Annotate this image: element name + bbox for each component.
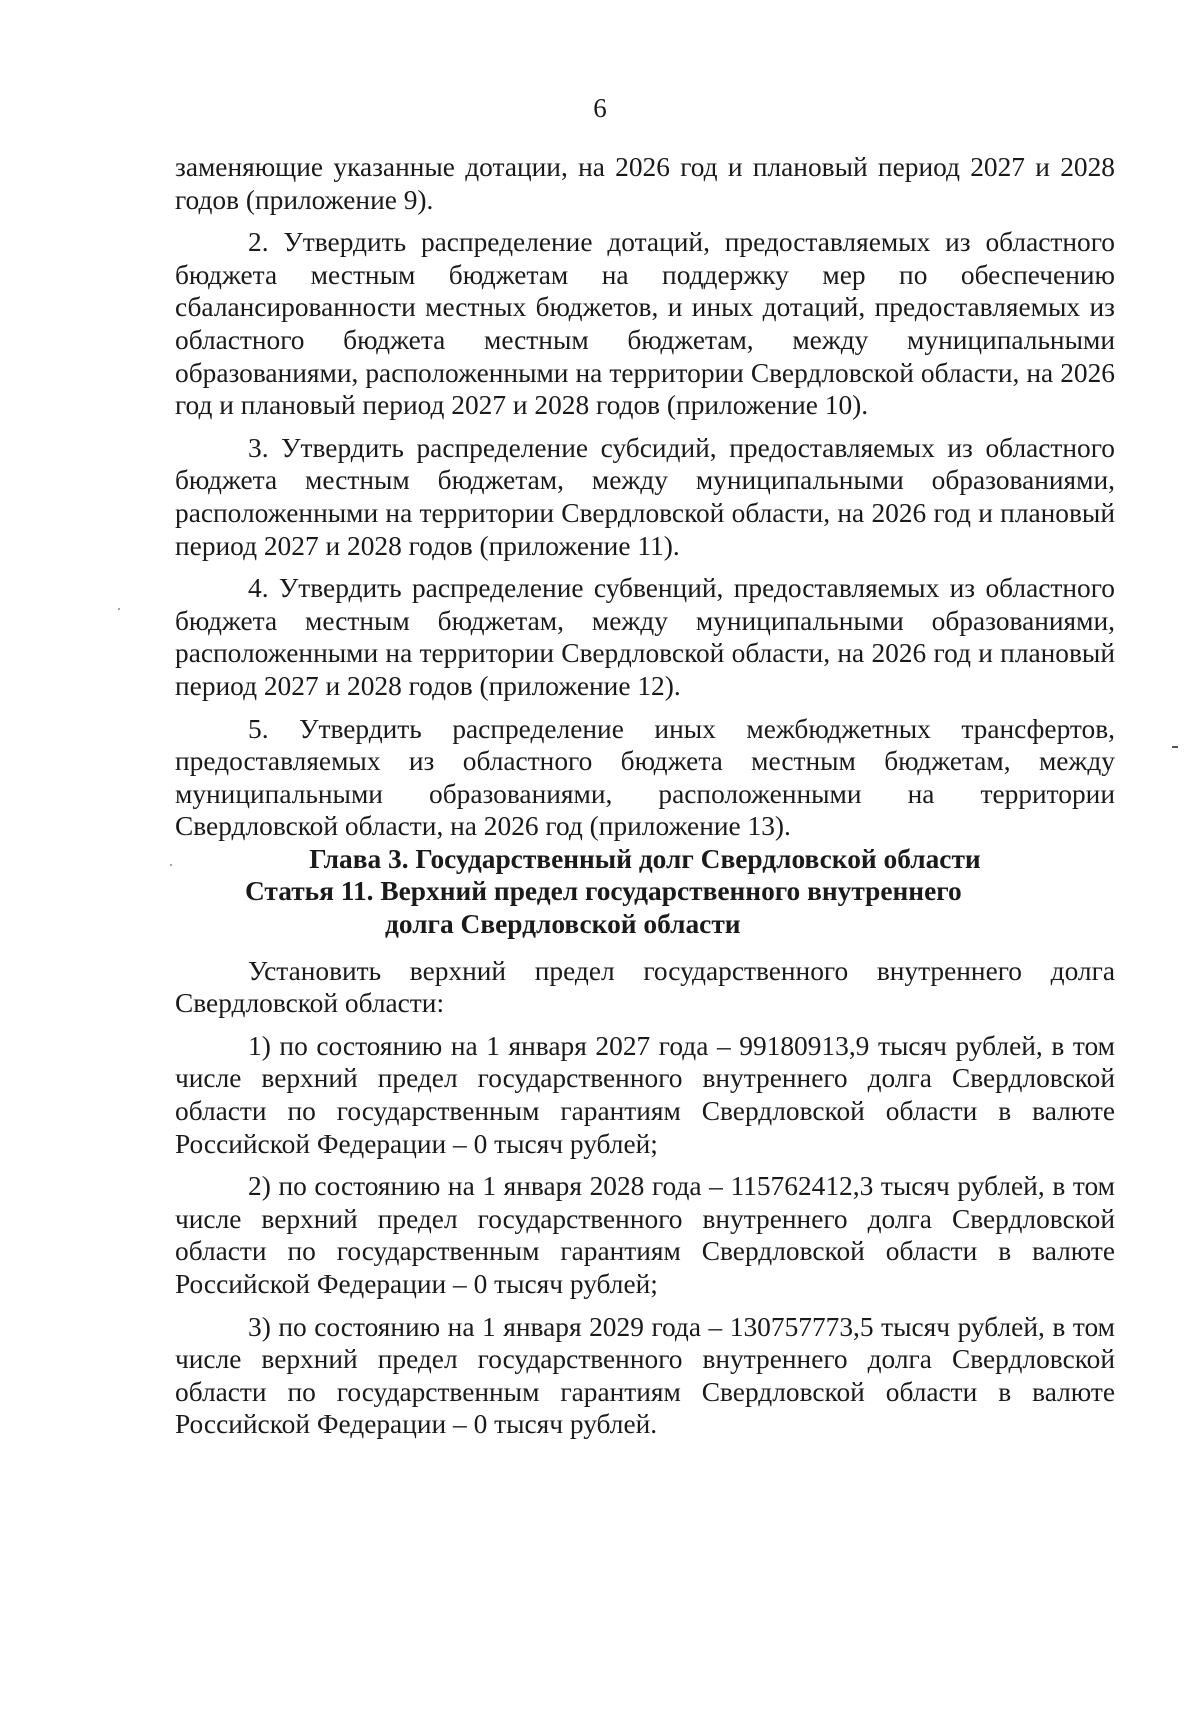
debt-item-1: 1) по состоянию на 1 января 2027 года – 99180913,9 тысяч рублей, в том числе верхний предел государственного внутреннего долга Свердловской области по государственным гарантиям Свердловской области в валюте Российской Федерации – 0 тысяч рублей; <box>175 1030 1115 1159</box>
article-heading-line-2: долга Свердловской области <box>385 909 741 940</box>
paragraph-item-4: 4. Утвердить распределение субвенций, предоставляемых из областного бюджета местным бюджетам, между муниципальными образованиями, расположенными на территории Свердловской области, на 2026 год и плановый период 2027 и 2028 годов (приложение 12). <box>175 573 1115 701</box>
scan-speck <box>118 608 120 610</box>
paragraph-item-3: 3. Утвердить распределение субсидий, предоставляемых из областного бюджета местным бюджетам, между муниципальными образованиями, расположенными на территории Свердловской области, на 2026 год и плановый период 2027 и 2028 годов (приложение 11). <box>175 432 1115 561</box>
document-body <box>175 151 1115 1441</box>
article-heading-line-1: Статья 11. Верхний предел государственного внутреннего <box>245 876 962 907</box>
article-intro: Установить верхний предел государственного внутреннего долга Свердловской области: <box>175 955 1115 1019</box>
chapter-heading: Глава 3. Государственный долг Свердловской области <box>309 843 981 874</box>
paragraph-item-2: 2. Утвердить распределение дотаций, предоставляемых из областного бюджета местным бюджетам на поддержку мер по обеспечению сбалансированности местных бюджетов, и иных дотаций, предоставляемых из областного бюджета местным бюджетам, между муниципальными образованиями, расположенными на территории Свердловской области, на 2026 год и плановый период 2027 и 2028 годов (приложение 10). <box>175 227 1115 421</box>
page-number: 6 <box>593 93 607 123</box>
debt-item-3: 3) по состоянию на 1 января 2029 года – 130757773,5 тысяч рублей, в том числе верхний предел государственного внутреннего долга Свердловской области по государственным гарантиям Свердловской области в валюте Российской Федерации – 0 тысяч рублей. <box>175 1311 1115 1440</box>
article-heading <box>175 875 1115 940</box>
debt-item-2: 2) по состоянию на 1 января 2028 года – 115762412,3 тысяч рублей, в том числе верхний предел государственного внутреннего долга Свердловской области по государственным гарантиям Свердловской области в валюте Российской Федерации – 0 тысяч рублей; <box>175 1171 1115 1299</box>
paragraph-continuation: заменяющие указанные дотации, на 2026 год и плановый период 2027 и 2028 годов (приложение 9). <box>175 152 1115 215</box>
margin-mark <box>1172 746 1178 748</box>
paragraph-item-5: 5. Утвердить распределение иных межбюджетных трансфертов, предоставляемых из областного бюджета местным бюджетам, между муниципальными образованиями, расположенными на территории Свердловской области, на 2026 год (приложение 13). <box>175 713 1115 842</box>
scan-speck <box>170 864 172 866</box>
